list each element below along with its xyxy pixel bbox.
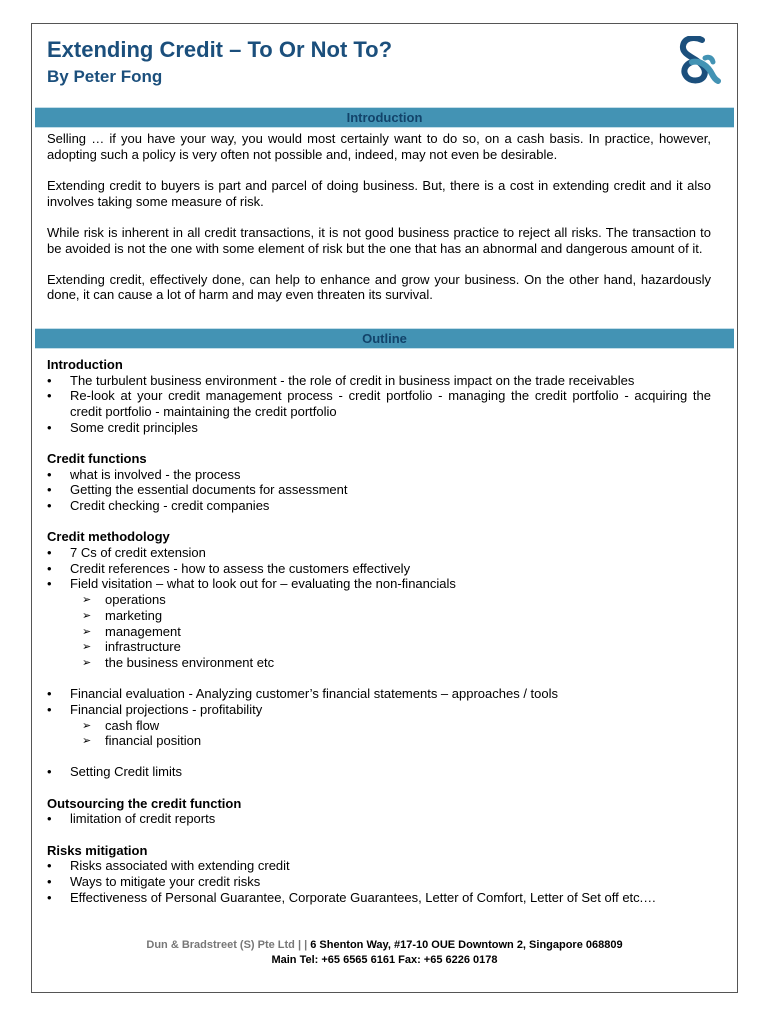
outline-section [47, 796, 711, 827]
introduction-heading-band [35, 107, 734, 128]
footer-contact: Main Tel: +65 6565 6161 Fax: +65 6226 0178 [271, 954, 498, 966]
footer-company: Dun & Bradstreet (S) Pte Ltd | | [146, 939, 308, 951]
page-footer [35, 938, 734, 968]
sub-list-item: ➢ cash flow [47, 718, 711, 734]
outline-section [47, 451, 711, 514]
list-item: • Financial projections - profitability [47, 702, 711, 718]
section-title: Risks mitigation [47, 842, 148, 858]
list-item: • The turbulent business environment - the role of credit in business impact on the trade receivables [47, 373, 711, 389]
section-title: Credit methodology [47, 529, 170, 545]
list-item: • Credit references - how to assess the customers effectively [47, 561, 711, 577]
intro-paragraph: While risk is inherent in all credit transactions, it is not good business practice to reject all risks. The transaction to be avoided is not the one with some element of risk but the one that has an abnormal and dangerous amount of it. [47, 224, 711, 256]
introduction-heading: Introduction [346, 110, 423, 125]
outline-body [47, 357, 711, 905]
sub-list-item: ➢ operations [47, 592, 711, 608]
outline-section [47, 843, 711, 906]
outline-heading: Outline [362, 331, 407, 346]
outline-heading-band [35, 328, 734, 349]
sub-list-item: ➢ management [47, 624, 711, 640]
sub-list-item: ➢ marketing [47, 608, 711, 624]
intro-paragraph: Selling … if you have your way, you would most certainly want to do so, on a cash basis. In practice, however, adopting such a policy is very often not possible and, indeed, may not even be desirable. [47, 131, 711, 162]
list-item: • Risks associated with extending credit [47, 858, 711, 874]
sub-list-item: ➢ financial position [47, 733, 711, 749]
list-item: • Some credit principles [47, 420, 711, 436]
outline-section [47, 529, 711, 780]
section-title: Introduction [47, 357, 123, 372]
sub-list-item: ➢ infrastructure [47, 639, 711, 655]
list-item: • Setting Credit limits [47, 764, 711, 780]
list-item: • Ways to mitigate your credit risks [47, 874, 711, 890]
list-item: • Financial evaluation - Analyzing customer’s financial statements – approaches / tools [47, 686, 711, 702]
intro-paragraph: Extending credit to buyers is part and parcel of doing business. But, there is a cost in extending credit and it also involves taking some measure of risk. [47, 177, 711, 209]
section-title: Credit functions [47, 451, 147, 467]
list-item: • Getting the essential documents for assessment [47, 482, 711, 498]
introduction-body [47, 131, 711, 303]
intro-paragraph: Extending credit, effectively done, can help to enhance and grow your business. On the other hand, hazardously done, it can cause a lot of harm and may even threaten its survival. [47, 271, 711, 303]
list-item: • Field visitation – what to look out for – evaluating the non-financials [47, 576, 711, 592]
list-item: • Re-look at your credit management process - credit portfolio - managing the credit portfolio - acquiring the credit portfolio - maintaining the credit portfolio [47, 388, 711, 419]
sub-list-item: ➢ the business environment etc [47, 655, 711, 671]
footer-address: 6 Shenton Way, #17-10 OUE Downtown 2, Singapore 068809 [310, 939, 623, 951]
list-item: • Effectiveness of Personal Guarantee, Corporate Guarantees, Letter of Comfort, Letter of Set off etc.… [47, 890, 711, 906]
list-item: • limitation of credit reports [47, 811, 711, 827]
outline-section [47, 357, 711, 436]
list-item: • Credit checking - credit companies [47, 498, 711, 514]
list-item: • 7 Cs of credit extension [47, 545, 711, 561]
document-title: Extending Credit – To Or Not To? [47, 37, 393, 62]
author-byline: By Peter Fong [47, 67, 163, 86]
ampersand-logo-icon [672, 36, 722, 84]
list-item: • what is involved - the process [47, 467, 711, 483]
section-title: Outsourcing the credit function [47, 795, 242, 811]
